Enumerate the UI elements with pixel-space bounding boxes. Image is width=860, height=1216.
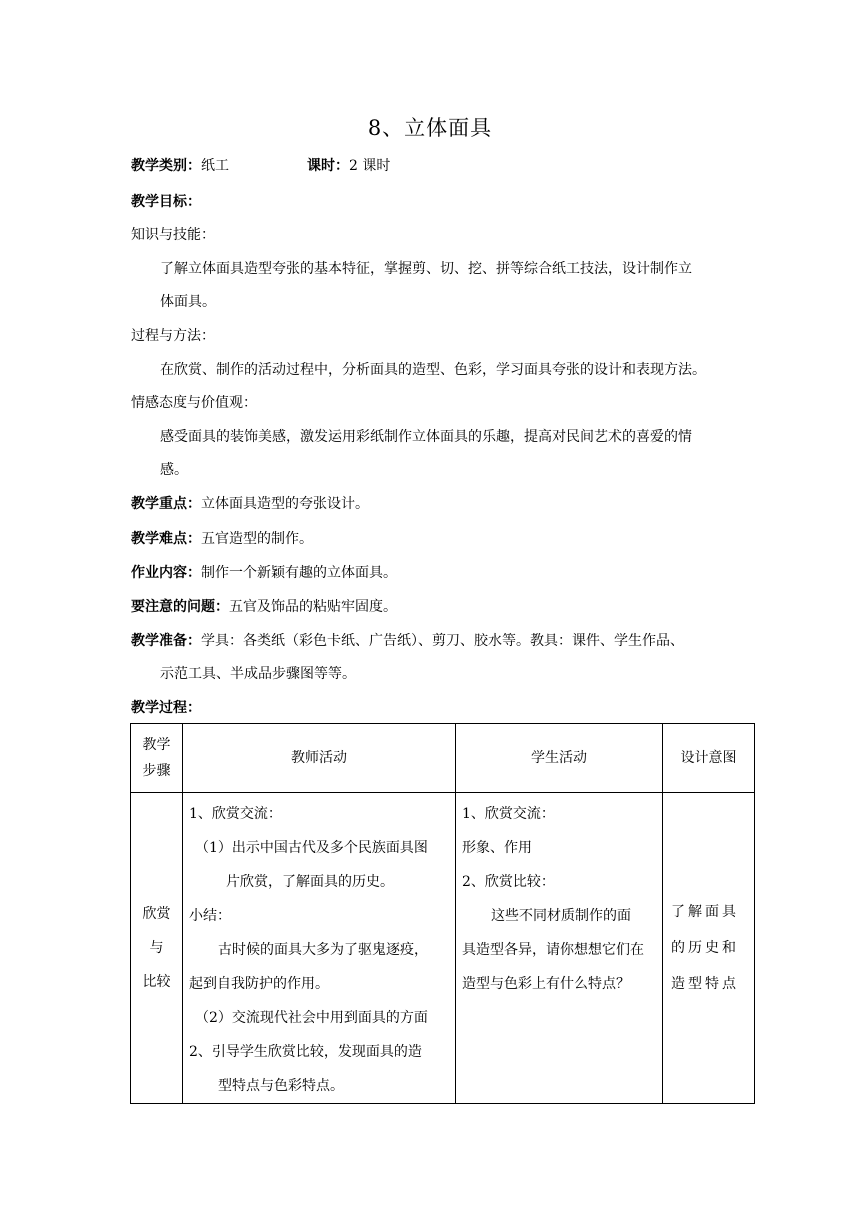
teacher-activity-cell	[183, 793, 456, 1104]
attitude-label: 情感态度与价值观：	[131, 395, 257, 411]
knowledge-text-line1: 了解立体面具造型夸张的基本特征，掌握剪、切、挖、拼等综合纸工技法，设计制作立	[160, 261, 692, 277]
step-name-2: 与	[149, 940, 164, 956]
process-method-label: 过程与方法：	[131, 328, 215, 344]
difficulty-value: 五官造型的制作。	[201, 531, 313, 547]
objectives-heading: 教学目标：	[131, 194, 201, 210]
step-name-1: 欣赏	[142, 906, 171, 922]
teacher-line: 片欣赏，了解面具的历史。	[226, 874, 394, 890]
attention-line	[131, 597, 397, 617]
homework-value: 制作一个新颖有趣的立体面具。	[201, 565, 397, 581]
design-intent-cell: 了解面具的历史和造型特点	[663, 793, 755, 1104]
process-heading: 教学过程：	[131, 700, 201, 716]
teacher-line: （1）出示中国古代及多个民族面具图	[195, 840, 428, 856]
teacher-line: 起到自我防护的作用。	[189, 976, 329, 992]
key-point-label: 教学重点：	[131, 496, 201, 512]
table-header-row	[131, 724, 755, 793]
header-step-line2: 步骤	[142, 763, 171, 779]
category-value: 纸工	[201, 158, 229, 174]
knowledge-label: 知识与技能：	[131, 227, 215, 243]
hours-value: 2 课时	[349, 158, 391, 174]
header-student: 学生活动	[456, 724, 663, 793]
teaching-process-table	[130, 723, 755, 1104]
teacher-line: 型特点与色彩特点。	[218, 1078, 344, 1094]
process-method-text: 在欣赏、制作的活动过程中，分析面具的造型、色彩，学习面具夸张的设计和表现方法。	[160, 362, 706, 378]
attention-label: 要注意的问题：	[131, 599, 229, 615]
key-point-line	[131, 494, 369, 514]
attitude-text-line2: 感。	[160, 462, 188, 478]
student-line: 造型与色彩上有什么特点？	[462, 976, 630, 992]
step-cell	[131, 793, 183, 1104]
teacher-line: 古时候的面具大多为了驱鬼逐疫，	[218, 942, 428, 958]
teacher-line: 小结：	[189, 908, 231, 924]
student-line: 形象、作用	[462, 840, 532, 856]
knowledge-text-line2: 体面具。	[160, 294, 216, 310]
difficulty-label: 教学难点：	[131, 531, 201, 547]
header-teacher: 教师活动	[183, 724, 456, 793]
key-point-value: 立体面具造型的夸张设计。	[201, 496, 369, 512]
difficulty-line	[131, 529, 313, 549]
preparation-label: 教学准备：	[131, 633, 201, 649]
student-line: 2、欣赏比较：	[462, 874, 555, 890]
header-step-line1: 教学	[142, 737, 171, 753]
student-line: 1、欣赏交流：	[462, 806, 555, 822]
teacher-line: （2）交流现代社会中用到面具的方面	[195, 1010, 428, 1026]
attitude-text-line1: 感受面具的装饰美感，激发运用彩纸制作立体面具的乐趣，提高对民间艺术的喜爱的情	[160, 429, 692, 445]
teacher-line: 1、欣赏交流：	[189, 806, 282, 822]
page-title: 8、立体面具	[367, 116, 493, 140]
table-row	[131, 793, 755, 1104]
header-intent: 设计意图	[663, 724, 755, 793]
teacher-line: 2、引导学生欣赏比较，发现面具的造	[189, 1044, 422, 1060]
preparation-text-line1: 学具：各类纸（彩色卡纸、广告纸）、剪刀、胶水等。教具：课件、学生作品、	[201, 633, 684, 649]
student-line: 具造型各异，请你想想它们在	[462, 942, 644, 958]
attention-value: 五官及饰品的粘贴牢固度。	[229, 599, 397, 615]
preparation-text-line2: 示范工具、半成品步骤图等等。	[160, 666, 356, 682]
student-line: 这些不同材质制作的面	[491, 908, 631, 924]
category-label: 教学类别：	[131, 158, 201, 174]
student-activity-cell	[456, 793, 663, 1104]
step-name-3: 比较	[142, 974, 171, 990]
header-step	[131, 724, 183, 793]
meta-line	[131, 156, 390, 176]
hours-label: 课时：	[307, 158, 349, 174]
preparation-line	[131, 631, 684, 651]
homework-label: 作业内容：	[131, 565, 201, 581]
homework-line	[131, 563, 397, 583]
